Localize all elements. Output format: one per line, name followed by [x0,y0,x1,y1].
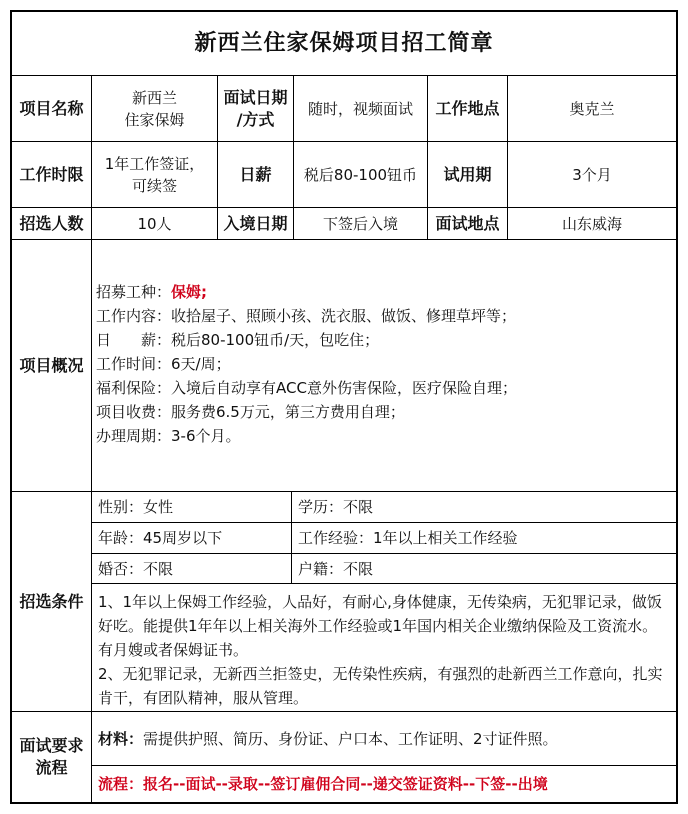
work-period-value: 1年工作签证， 可续签 [92,142,218,208]
experience-cell: 工作经验：1年以上相关工作经验 [292,523,678,554]
hours-line: 工作时间：6天/周； [96,355,231,373]
duties-line: 工作内容：收拾屋子、照顾小孩、洗衣服、做饭、修理草坪等； [96,307,517,325]
job-type-value: 保姆; [171,283,208,301]
job-type-key: 招募工种： [96,283,172,301]
requirements-text [92,584,678,712]
materials-value: 需提供护照、简历、身份证、户口本、工作证明、2寸证件照。 [143,729,558,748]
work-location-label: 工作地点 [428,76,508,142]
marital-cell: 婚否：不限 [92,554,292,584]
interview-label: 面试要求 流程 [12,712,92,802]
probation-value: 3个月 [508,142,676,208]
requirement-1: 1、1年以上保姆工作经验，人品好，有耐心,身体健康，无传染病，无犯罪记录，做饭好吃。能提供1年年以上相关海外工作经验或1年国内相关企业缴纳保险及工资流水。有月嫂或者保姆证书。 [98,593,662,659]
pay-line: 日 薪：税后80-100钮币/天，包吃住； [96,331,380,349]
age-cell: 年龄：45周岁以下 [92,523,292,554]
entry-date-label: 入境日期 [218,208,294,240]
recruitment-table [10,10,678,804]
interview-date-value: 随时，视频面试 [294,76,428,142]
headcount-value: 10人 [92,208,218,240]
interview-place-value: 山东威海 [508,208,676,240]
work-location-value: 奥克兰 [508,76,676,142]
insurance-line: 福利保险：入境后自动享有ACC意外伤害保险，医疗保险自理； [96,379,517,397]
interview-date-label: 面试日期 /方式 [218,76,294,142]
work-period-label: 工作时限 [12,142,92,208]
job-type-line [96,280,674,304]
headcount-label: 招选人数 [12,208,92,240]
conditions-label: 招选条件 [12,492,92,712]
page-title: 新西兰住家保姆项目招工简章 [12,12,676,76]
gender-cell: 性别：女性 [92,492,292,523]
materials-cell [92,712,678,766]
daily-pay-label: 日薪 [218,142,294,208]
fee-line: 项目收费：服务费6.5万元，第三方费用自理； [96,403,405,421]
project-name-label: 项目名称 [12,76,92,142]
interview-place-label: 面试地点 [428,208,508,240]
project-name-value: 新西兰 住家保姆 [92,76,218,142]
overview-content [92,240,678,492]
daily-pay-value: 税后80-100钮币 [294,142,428,208]
probation-label: 试用期 [428,142,508,208]
materials-key: 材料： [98,729,144,748]
requirement-2: 2、无犯罪记录，无新西兰拒签史，无传染性疾病，有强烈的赴新西兰工作意向，扎实肯干，有团队精神，服从管理。 [98,665,663,707]
education-cell: 学历：不限 [292,492,678,523]
overview-label: 项目概况 [12,240,92,492]
duration-line: 办理周期：3-6个月。 [96,427,241,445]
process-cell: 流程：报名--面试--录取--签订雇佣合同--递交签证资料--下签--出境 [98,775,548,793]
entry-date-value: 下签后入境 [294,208,428,240]
hukou-cell: 户籍：不限 [292,554,678,584]
